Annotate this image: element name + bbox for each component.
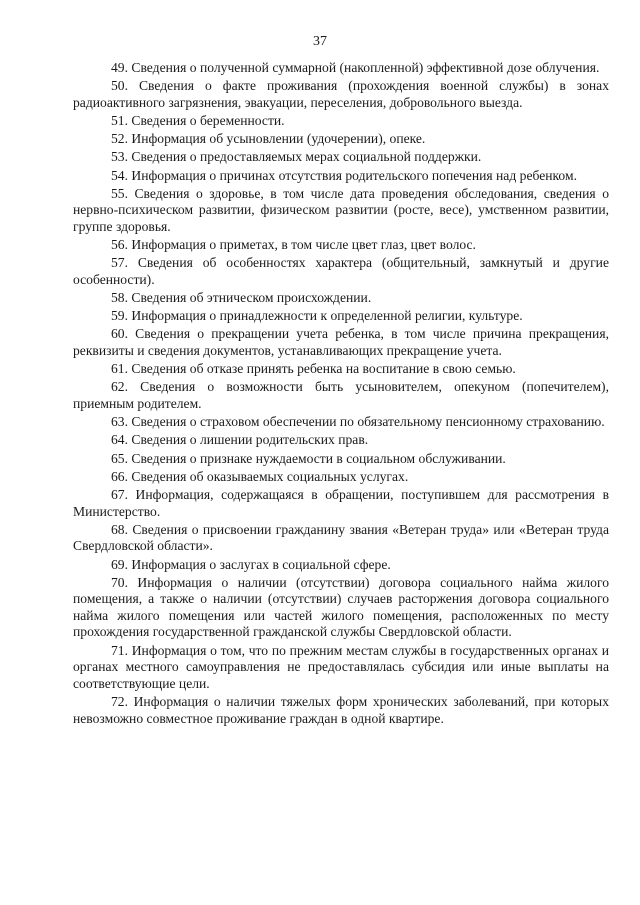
list-item: 49. Сведения о полученной суммарной (накопленной) эффективной дозе облучения. xyxy=(111,60,600,75)
list-item: 62. Сведения о возможности быть усыновителем, опекуном (попечителем), приемным родителем. xyxy=(73,379,609,411)
list-item: 57. Сведения об особенностях характера (общительный, замкнутый и другие особенности). xyxy=(73,255,609,287)
list-item: 65. Сведения о признаке нуждаемости в социальном обслуживании. xyxy=(111,450,506,466)
list-item: 72. Информация о наличии тяжелых форм хронических заболеваний, при которых невозможно совместное проживание граждан в одной квартире. xyxy=(73,694,609,726)
list-item: 71. Информация о том, что по прежним местам службы в государственных органах и органах местного самоуправления не предоставлялась субсидия или иные выплаты на соответствующие цели. xyxy=(73,642,609,691)
list-item: 63. Сведения о страховом обеспечении по обязательному пенсионному страхованию. xyxy=(111,414,605,430)
list-item: 51. Сведения о беременности. xyxy=(111,112,285,128)
list-item: 54. Информация о причинах отсутствия родительского попечения над ребенком. xyxy=(111,167,577,183)
list-item: 56. Информация о приметах, в том числе цвет глаз, цвет волос. xyxy=(111,237,476,253)
list-item: 69. Информация о заслугах в социальной сфере. xyxy=(111,556,391,572)
list-item: 55. Сведения о здоровье, в том числе дата проведения обследования, сведения о нервно-психическом развитии, физическом развитии (росте, весе), умственном развитии, группе здоровья. xyxy=(73,185,609,234)
list-item: 61. Сведения об отказе принять ребенка на воспитание в свою семью. xyxy=(111,361,516,377)
list-item: 66. Сведения об оказываемых социальных услугах. xyxy=(111,468,409,484)
list-item: 60. Сведения о прекращении учета ребенка, в том числе причина прекращения, реквизиты и сведения документов, устанавливающих прекращение учета. xyxy=(73,326,609,359)
document-body xyxy=(73,60,609,729)
list-item: 68. Сведения о присвоении гражданину звания «Ветеран труда» или «Ветеран труда Свердловской области». xyxy=(73,521,609,554)
list-item: 70. Информация о наличии (отсутствии) договора социального найма жилого помещения, а также о наличии (отсутствии) случаев расторжения договора социального найма жилого помещения или частей жилого помещения, расположенных по месту прохождения государственной гражданской службы Свердловской области. xyxy=(73,574,609,640)
list-item: 67. Информация, содержащаяся в обращении, поступившем для рассмотрения в Министерство. xyxy=(73,486,609,519)
list-item: 58. Сведения об этническом происхождении. xyxy=(111,290,372,306)
list-item: 64. Сведения о лишении родительских прав. xyxy=(111,432,369,448)
list-item: 50. Сведения о факте проживания (прохождения военной службы) в зонах радиоактивного загрязнения, эвакуации, переселения, добровольного выезда. xyxy=(73,78,609,110)
list-item: 52. Информация об усыновлении (удочерении), опеке. xyxy=(111,131,426,147)
list-item: 59. Информация о принадлежности к определенной религии, культуре. xyxy=(111,308,523,324)
list-item: 53. Сведения о предоставляемых мерах социальной поддержки. xyxy=(111,149,482,165)
page-number: 37 xyxy=(313,34,327,49)
